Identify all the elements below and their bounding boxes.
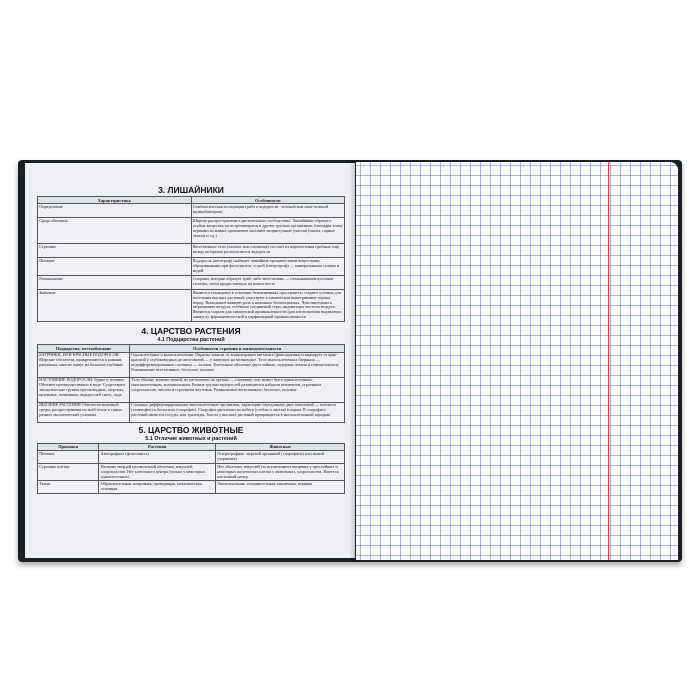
table-row <box>38 402 345 422</box>
table-row <box>38 275 345 289</box>
table-cell: Определение <box>38 204 192 218</box>
reference-content <box>37 183 345 555</box>
column-header: Признаки <box>38 443 99 450</box>
table-cell: ВЫСШИЕ РАСТЕНИЯ Обитатели наземной среды, распространены по всей земле в самых разных экологических условиях <box>38 402 130 422</box>
table-cell: Автотрофное (фотосинтез) <box>99 450 216 463</box>
section-title: 4. ЦАРСТВО РАСТЕНИЯ <box>141 326 241 337</box>
table-cell: Образовательная, покровная, проводящая, механическая, основная <box>99 481 216 494</box>
table-row <box>38 450 345 463</box>
table-cell: Гетеротрофное: мертвой органикой (сапрофиты) или живой (паразиты) <box>216 450 345 463</box>
column-header: Животные <box>216 443 345 450</box>
table-row <box>38 289 345 321</box>
table-row <box>38 218 345 244</box>
table-cell: БАГРЯНКИ, ИЛИ КРАСНЫЕ ВОДОРОСЛИ Морские обитатели, прикрепляются к камням, ракушкам; многие живут на больших глубинах <box>38 352 130 377</box>
table-cell: Вегетативное тело (таллом, или слоевище) состоит из переплетения грибных гиф, между которыми располагаются водоросли <box>191 244 345 258</box>
table-cell: Одноклеточные и многоклеточные. Окраска зависит от концентрации пигмента (фикоэдитина) и варьирует от ярко-красной у глубоководных до желтоватой — у живущих на мелководье. Тело многоклеточных багрянок — недифференцированное слоевище — таллом. Клеточные оболочки двухслойные, содержат пектин и гемицеллюлозу. Размножение вегетативное, бесполое, половое <box>130 352 345 377</box>
table-cell: Спорами, которые образует гриб, либо вегетативно — отламыванием кусочков таллома, затем прорастающих на новом месте <box>191 275 345 289</box>
table-cell: Водоросль (автотроф) снабжает лишайник органическими веществами, образованными при фотосинтезе, а гриб (гетеротроф) — минеральными солями и водой <box>191 258 345 275</box>
table-cell: Строение <box>38 244 192 258</box>
table-row <box>38 204 345 218</box>
column-header: Особенности <box>191 197 345 204</box>
table-cell: НАСТОЯЩИЕ ВОДОРОСЛИ: бурые и зеленые. Обитают преимущественно в воде. Существуют экологические группы пресноводных, морских, наземных, почвенных, водорослей снега, льда <box>38 377 130 402</box>
table-cell: Значение <box>38 289 192 321</box>
table-cell: Эпителиальная, соединительная, мышечная, нервная <box>216 481 345 494</box>
table-cell: Питание <box>38 258 192 275</box>
table-cell: Тело обычно лишено тканей, не расчленено на органы — слоевище; оно может быть одноклеточным, многоклеточным, колониальным. Разные группы водорослей различаются набором пигментов, строением хлоропластов, числом и строением жгутиков. Размножение вегетативное, бесполое, половое <box>130 377 345 402</box>
table-cell: Сложные дифференцированные многоклеточные организмы, характерно чередование двух поколений — полового (гаметофит) и бесполого (спорофит). Спорофит расчленен на побеги (стебли и листья) и корни. В спорофите растений имеются сосуды, или трахеиды. Зигота у высших растений превращается в многоклеточный зародыш <box>130 402 345 422</box>
table-cell: Являются пионерами в освоении безжизненных пространств, создают условия для поселения высших растений; участвуют в химическом выветривании горных пород. Выполняют важную роль в наземных биогеоценозах. Чувствительны к загрязнению воздуха, особенно соединений серы, индикаторы чистоты воздуха. Являются сырьем для химической промышленности (для изготовления индикатора лакмуса), фармацевтической и парфюмерной промышленности <box>191 289 345 321</box>
table-cell: Ткани <box>38 481 99 494</box>
column-header: Особенности строения и жизнедеятельности <box>130 345 345 352</box>
section-title: 5. ЦАРСТВО ЖИВОТНЫЕ <box>138 424 244 435</box>
animals-table <box>37 443 345 495</box>
table-cell: Питание <box>38 450 99 463</box>
section-subtitle: 4.1 Подцарства растений <box>157 337 225 344</box>
table-row <box>38 481 345 494</box>
section-subtitle: 5.1 Отличие животных и растений <box>145 435 237 442</box>
lichens-table <box>37 196 345 322</box>
table-row <box>38 258 345 275</box>
table-cell: Симбиотическая ассоциация гриба и водоросли - зеленой или сине-зеленой (цианобактерии) <box>191 204 345 218</box>
section-title: 3. ЛИШАЙНИКИ <box>158 185 224 195</box>
table-cell: Строение клетки <box>38 463 99 480</box>
table-row <box>38 463 345 480</box>
column-header: Характеристика <box>38 197 192 204</box>
table-row <box>38 377 345 402</box>
open-notebook <box>18 160 688 565</box>
column-header: Подцарства, местообитание <box>38 345 130 352</box>
margin-line <box>608 162 609 560</box>
table-cell: Широко распространены в растительных сообществах. Лишайники образуют особые вещества, не встречающиеся в других группах организмов, благодаря этому первыми из живых организмов заселяют неприступные участки (скалы, горные отвалы и т.д.) <box>191 218 345 244</box>
reference-page <box>25 163 355 558</box>
table-cell: Наличие твердой целлюлозной оболочки, вакуолей, хлоропластов. Нет клеточного центра (только у некоторых одноклеточных) <box>99 463 216 480</box>
table-row <box>38 244 345 258</box>
plants-table <box>37 344 345 422</box>
table-cell: Размножение <box>38 275 192 289</box>
table-cell: Нет оболочки, вакуолей (за исключением пищевых у простейших и некоторых железистых клеток у животных), хлоропластов. Имеется клеточный центр <box>216 463 345 480</box>
table-cell: Среда обитания <box>38 218 192 244</box>
column-header: Растения <box>99 443 216 450</box>
grid-page[interactable] <box>356 162 678 560</box>
table-row <box>38 352 345 377</box>
